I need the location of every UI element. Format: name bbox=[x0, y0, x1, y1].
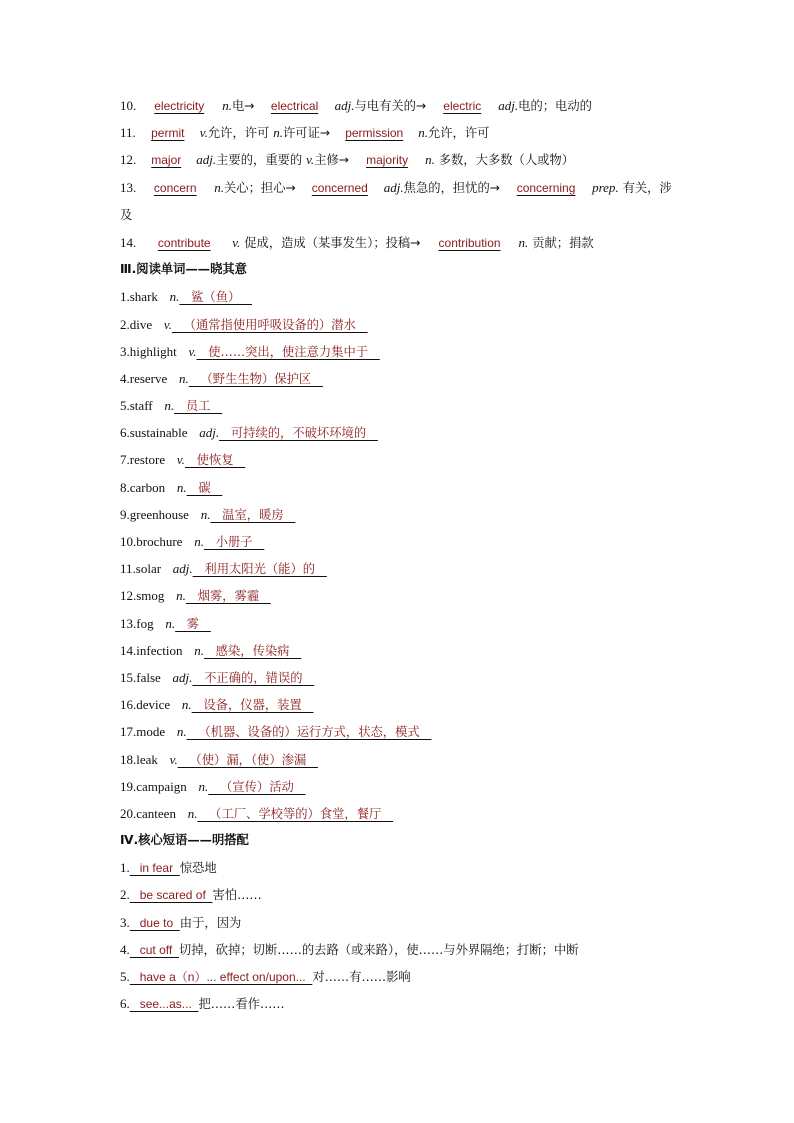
item-number: 14. bbox=[120, 234, 137, 250]
part-of-speech: n. bbox=[518, 234, 529, 250]
part-of-speech: n. bbox=[425, 152, 435, 168]
answer-blank: permission bbox=[345, 126, 404, 141]
answer-blank: electrical bbox=[270, 99, 319, 113]
part-of-speech: n. bbox=[200, 506, 211, 522]
vocab-word: false bbox=[136, 669, 161, 685]
item-number: 1. bbox=[120, 289, 130, 305]
item-number: 11. bbox=[120, 561, 136, 577]
part-of-speech: v. bbox=[176, 452, 185, 468]
part-of-speech: n. bbox=[165, 615, 176, 631]
reading-word-item bbox=[120, 419, 680, 446]
phrase-meaning: 由于，因为 bbox=[179, 915, 242, 930]
vocab-word: leak bbox=[136, 751, 158, 767]
vocab-word: device bbox=[136, 697, 171, 713]
definition-text: 关心；担心→ bbox=[224, 180, 296, 195]
vocab-word: fog bbox=[136, 615, 154, 631]
item-number: 4. bbox=[120, 941, 130, 957]
vocab-word: restore bbox=[129, 452, 166, 468]
meaning-blank: 不正确的，错误的 bbox=[192, 670, 315, 685]
item-number: 11. bbox=[120, 125, 136, 141]
worksheet-page bbox=[120, 92, 680, 1017]
item-number: 16. bbox=[120, 697, 137, 713]
item-number: 17. bbox=[120, 724, 137, 740]
answer-blank: majority bbox=[366, 153, 409, 168]
reading-word-item bbox=[120, 773, 680, 800]
phrase-item bbox=[120, 963, 680, 990]
phrase-blank: have a（n）... effect on/upon... bbox=[129, 970, 313, 985]
reading-word-item bbox=[120, 555, 680, 582]
part-of-speech: n. bbox=[222, 98, 232, 113]
phrase-item bbox=[120, 936, 680, 963]
phrase-meaning: 害怕…… bbox=[212, 888, 262, 903]
item-number: 14. bbox=[120, 642, 137, 658]
reading-word-item bbox=[120, 392, 680, 419]
item-number: 19. bbox=[120, 778, 137, 794]
part-of-speech: n. bbox=[418, 125, 428, 141]
phrase-item bbox=[120, 909, 680, 936]
phrase-meaning: 把……看作…… bbox=[198, 997, 285, 1012]
meaning-blank: 鲨（鱼） bbox=[179, 290, 253, 305]
reading-word-item bbox=[120, 746, 680, 773]
meaning-blank: 碳 bbox=[186, 480, 223, 495]
definition-text: 主要的，重要的 bbox=[216, 153, 307, 168]
meaning-blank: 使……突出，使注意力集中于 bbox=[196, 344, 380, 359]
phrase-item bbox=[120, 881, 680, 908]
vocab-word: shark bbox=[129, 289, 158, 305]
item-number: 13. bbox=[120, 615, 137, 631]
phrase-item bbox=[120, 990, 680, 1017]
meaning-blank: （机器、设备的）运行方式，状态，模式 bbox=[186, 725, 432, 740]
phrase-item bbox=[120, 854, 680, 881]
word-forms-section bbox=[120, 92, 680, 256]
part-of-speech: adj. bbox=[199, 425, 220, 441]
reading-word-item bbox=[120, 474, 680, 501]
part-of-speech: n. bbox=[273, 125, 283, 141]
item-number: 5. bbox=[120, 398, 130, 414]
vocab-word: sustainable bbox=[129, 425, 188, 441]
part-of-speech: v. bbox=[169, 751, 178, 767]
definition-text: 主修→ bbox=[314, 153, 350, 168]
part-of-speech: v. bbox=[232, 234, 241, 250]
meaning-blank: 利用太阳光（能）的 bbox=[192, 562, 327, 577]
part-of-speech: n. bbox=[214, 179, 224, 195]
part-of-speech: adj. bbox=[383, 179, 404, 195]
part-of-speech: n. bbox=[176, 588, 186, 604]
phrase-meaning: 对……有……影响 bbox=[312, 970, 411, 985]
meaning-blank: 设备，仪器，装置 bbox=[191, 698, 314, 713]
item-number: 20. bbox=[120, 805, 137, 821]
vocab-word: staff bbox=[129, 398, 153, 414]
answer-blank: electric bbox=[443, 99, 482, 113]
part-of-speech: n. bbox=[176, 479, 187, 495]
meaning-blank: 雾 bbox=[175, 616, 211, 631]
meaning-blank: （宣传）活动 bbox=[208, 779, 306, 794]
part-of-speech: n. bbox=[194, 534, 204, 550]
part-of-speech: n. bbox=[164, 398, 175, 414]
part-of-speech: v. bbox=[163, 316, 172, 332]
meaning-blank: 小册子 bbox=[203, 535, 265, 550]
reading-word-item bbox=[120, 582, 680, 609]
phrase-blank: in fear bbox=[129, 861, 180, 876]
vocab-word: smog bbox=[136, 588, 165, 604]
vocab-word: reserve bbox=[129, 370, 168, 386]
meaning-blank: （使）漏，（使）渗漏 bbox=[177, 752, 318, 767]
part-of-speech: adj. bbox=[172, 561, 193, 577]
reading-word-item bbox=[120, 311, 680, 338]
phrase-blank: see...as... bbox=[129, 997, 199, 1012]
item-number: 6. bbox=[120, 996, 130, 1012]
item-number: 3. bbox=[120, 343, 130, 359]
reading-word-item bbox=[120, 691, 680, 718]
meaning-blank: 温室，暖房 bbox=[210, 507, 296, 522]
part-of-speech: n. bbox=[181, 697, 192, 713]
definition-text: 许可证→ bbox=[283, 126, 331, 141]
part-of-speech: n. bbox=[198, 778, 209, 794]
reading-word-item bbox=[120, 610, 680, 637]
word-form-item bbox=[120, 174, 680, 229]
meaning-blank: （通常指使用呼吸设备的）潜水 bbox=[171, 317, 368, 332]
item-number: 18. bbox=[120, 751, 137, 767]
part-of-speech: v. bbox=[306, 152, 315, 168]
word-form-item bbox=[120, 119, 680, 146]
definition-text: 促成，造成（某事发生）；投稿→ bbox=[240, 235, 421, 250]
meaning-blank: 员工 bbox=[174, 399, 223, 414]
vocab-word: canteen bbox=[136, 805, 176, 821]
phrase-meaning: 切掉，砍掉；切断……的去路（或来路），使……与外界隔绝；打断；中断 bbox=[178, 942, 579, 957]
item-number: 2. bbox=[120, 316, 130, 332]
definition-text: 电→ bbox=[232, 99, 255, 113]
word-form-item bbox=[120, 146, 680, 173]
reading-word-item bbox=[120, 664, 680, 691]
answer-blank: major bbox=[151, 153, 182, 168]
reading-words-list bbox=[120, 283, 680, 827]
phrase-blank: due to bbox=[129, 915, 180, 930]
meaning-blank: 使恢复 bbox=[184, 453, 246, 468]
item-number: 12. bbox=[120, 152, 137, 168]
item-number: 2. bbox=[120, 887, 130, 903]
part-of-speech: adj. bbox=[498, 98, 519, 113]
meaning-blank: 可持续的，不破坏环境的 bbox=[219, 426, 378, 441]
reading-word-item bbox=[120, 283, 680, 310]
reading-word-item bbox=[120, 528, 680, 555]
part-of-speech: adj. bbox=[196, 152, 217, 168]
definition-text: 贡献；捐款 bbox=[528, 235, 594, 250]
meaning-blank: （野生生物）保护区 bbox=[188, 371, 323, 386]
item-number: 4. bbox=[120, 370, 130, 386]
definition-text: 电的；电动的 bbox=[518, 99, 592, 113]
phrase-blank: cut off bbox=[129, 942, 179, 957]
reading-word-item bbox=[120, 501, 680, 528]
reading-word-item bbox=[120, 338, 680, 365]
item-number: 13. bbox=[120, 179, 137, 195]
answer-blank: contribution bbox=[438, 235, 501, 250]
answer-blank: permit bbox=[151, 126, 185, 141]
part-of-speech: v. bbox=[199, 125, 208, 141]
reading-word-item bbox=[120, 637, 680, 664]
answer-blank: concerned bbox=[311, 180, 368, 195]
vocab-word: mode bbox=[136, 724, 166, 740]
word-form-item bbox=[120, 92, 680, 119]
phrase-meaning: 惊恐地 bbox=[179, 861, 217, 876]
core-phrases-list bbox=[120, 854, 680, 1017]
vocab-word: solar bbox=[135, 561, 162, 577]
vocab-word: highlight bbox=[129, 343, 177, 359]
vocab-word: brochure bbox=[136, 534, 183, 550]
part-of-speech: adj. bbox=[172, 669, 193, 685]
vocab-word: greenhouse bbox=[129, 506, 189, 522]
item-number: 3. bbox=[120, 914, 130, 930]
definition-text: 允许，许可 bbox=[427, 126, 490, 141]
answer-blank: concern bbox=[153, 180, 197, 195]
part-of-speech: n. bbox=[179, 370, 189, 386]
item-number: 6. bbox=[120, 425, 130, 441]
definition-text: 有关，涉及 bbox=[120, 180, 672, 222]
item-number: 15. bbox=[120, 669, 137, 685]
phrase-blank: be scared of bbox=[129, 888, 213, 903]
word-form-item bbox=[120, 229, 680, 256]
reading-word-item bbox=[120, 365, 680, 392]
item-number: 7. bbox=[120, 452, 130, 468]
answer-blank: concerning bbox=[516, 180, 576, 195]
part-of-speech: n. bbox=[176, 724, 187, 740]
vocab-word: dive bbox=[129, 316, 153, 332]
part-of-speech: prep. bbox=[592, 179, 619, 195]
item-number: 9. bbox=[120, 506, 130, 522]
definition-text: 焦急的，担忧的→ bbox=[403, 180, 501, 195]
vocab-word: campaign bbox=[136, 778, 187, 794]
part-of-speech: n. bbox=[194, 642, 204, 658]
part-of-speech: n. bbox=[187, 805, 198, 821]
vocab-word: carbon bbox=[129, 479, 166, 495]
item-number: 12. bbox=[120, 588, 137, 604]
meaning-blank: 烟雾，雾霾 bbox=[185, 589, 271, 604]
section-3-title: Ⅲ.阅读单词——晓其意 bbox=[120, 262, 247, 277]
reading-word-item bbox=[120, 446, 680, 473]
item-number: 1. bbox=[120, 860, 130, 876]
reading-word-item bbox=[120, 718, 680, 745]
part-of-speech: n. bbox=[169, 289, 180, 305]
item-number: 10. bbox=[120, 98, 137, 113]
meaning-blank: （工厂、学校等的）食堂，餐厅 bbox=[197, 806, 394, 821]
item-number: 8. bbox=[120, 479, 130, 495]
part-of-speech: v. bbox=[188, 343, 197, 359]
item-number: 10. bbox=[120, 534, 137, 550]
answer-blank: contribute bbox=[157, 235, 211, 250]
vocab-word: infection bbox=[136, 642, 183, 658]
definition-text: 与电有关的→ bbox=[354, 99, 427, 113]
definition-text: 多数，大多数（人或物） bbox=[434, 153, 575, 168]
reading-word-item bbox=[120, 800, 680, 827]
definition-text: 允许，许可 bbox=[207, 126, 274, 141]
item-number: 5. bbox=[120, 969, 130, 985]
answer-blank: electricity bbox=[154, 99, 205, 113]
section-4-title: Ⅳ.核心短语——明搭配 bbox=[120, 833, 249, 848]
meaning-blank: 感染，传染病 bbox=[203, 643, 302, 658]
part-of-speech: adj. bbox=[334, 98, 355, 113]
